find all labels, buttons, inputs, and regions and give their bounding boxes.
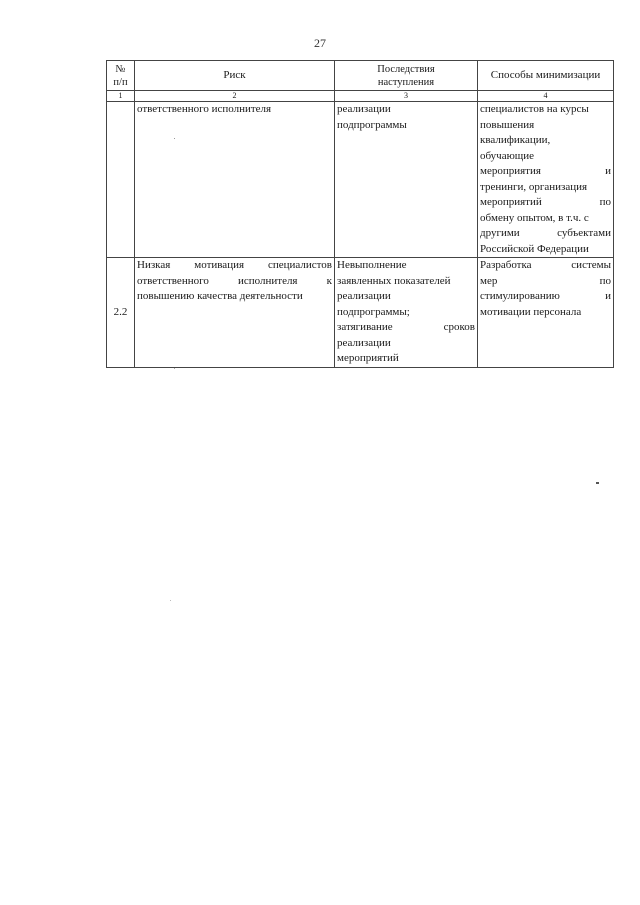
consequences-text-line: заявленных показателей	[337, 274, 451, 287]
consequences-text-line: Невыполнение	[337, 259, 407, 271]
column-number: 2	[135, 91, 335, 102]
scan-speck	[174, 368, 175, 369]
mitigation-text-line: мотивации персонала	[480, 305, 582, 318]
mitigation-text-line: мероприятий по	[480, 196, 611, 208]
mitigation-text-line: обучающие	[480, 149, 535, 162]
header-risk: Риск	[135, 61, 335, 91]
header-consequences	[335, 61, 478, 91]
mitigation-text-line: повышения	[480, 118, 535, 131]
mitigation-text-line: специалистов на курсы	[480, 103, 589, 115]
mitigation-cell	[478, 102, 614, 258]
risk-text-line: Низкая мотивация специалистов	[137, 259, 332, 271]
risk-text-line: ответственного исполнителя к	[137, 274, 332, 287]
header-consequences-line1: Последствия	[377, 63, 435, 75]
column-number: 1	[107, 91, 135, 102]
consequences-text-line: мероприятий	[337, 352, 399, 364]
risk-cell	[135, 102, 335, 258]
mitigation-text-line: стимулированию и	[480, 290, 611, 302]
column-number: 3	[335, 91, 478, 102]
mitigation-text-line: мер по	[480, 274, 611, 287]
row-num-cell: 2.2	[107, 258, 135, 368]
mitigation-text-line: другими субъектами	[480, 227, 611, 239]
consequences-text-line: подпрограммы	[337, 118, 407, 131]
table-row	[107, 258, 614, 368]
consequences-text-line: подпрограммы;	[337, 305, 410, 318]
risk-text-line: ответственного исполнителя	[137, 103, 272, 115]
table-header-row	[107, 61, 614, 91]
mitigation-text-line: тренинги, организация	[480, 180, 588, 193]
page-number: 27	[314, 36, 326, 50]
header-consequences-line2: наступления	[377, 76, 435, 88]
consequences-text-line: реализации	[337, 336, 391, 349]
consequences-text-line: затягивание сроков	[337, 321, 475, 333]
risk-table	[106, 60, 614, 368]
table-row	[107, 102, 614, 258]
consequences-text-line: реализации	[337, 103, 391, 115]
header-mitigation: Способы минимизации	[478, 61, 614, 91]
consequences-text-line: реализации	[337, 290, 391, 302]
header-num-line2: п/п	[113, 76, 128, 88]
row-num-cell	[107, 102, 135, 258]
risk-text-line: повышению качества деятельности	[137, 290, 303, 302]
scan-speck	[596, 482, 599, 484]
column-number: 4	[478, 91, 614, 102]
mitigation-cell	[478, 258, 614, 368]
header-num	[107, 61, 135, 91]
mitigation-text-line: мероприятия и	[480, 165, 611, 177]
consequences-cell	[335, 258, 478, 368]
scan-speck	[170, 600, 171, 601]
column-number-row	[107, 91, 614, 102]
header-num-line1: №	[115, 63, 126, 75]
mitigation-text-line: Российской Федерации	[480, 242, 589, 255]
mitigation-text-line: Разработка системы	[480, 259, 611, 271]
risk-cell	[135, 258, 335, 368]
consequences-cell	[335, 102, 478, 258]
scan-speck	[174, 138, 175, 139]
mitigation-text-line: квалификации,	[480, 134, 551, 146]
mitigation-text-line: обмену опытом, в т.ч. с	[480, 211, 589, 224]
